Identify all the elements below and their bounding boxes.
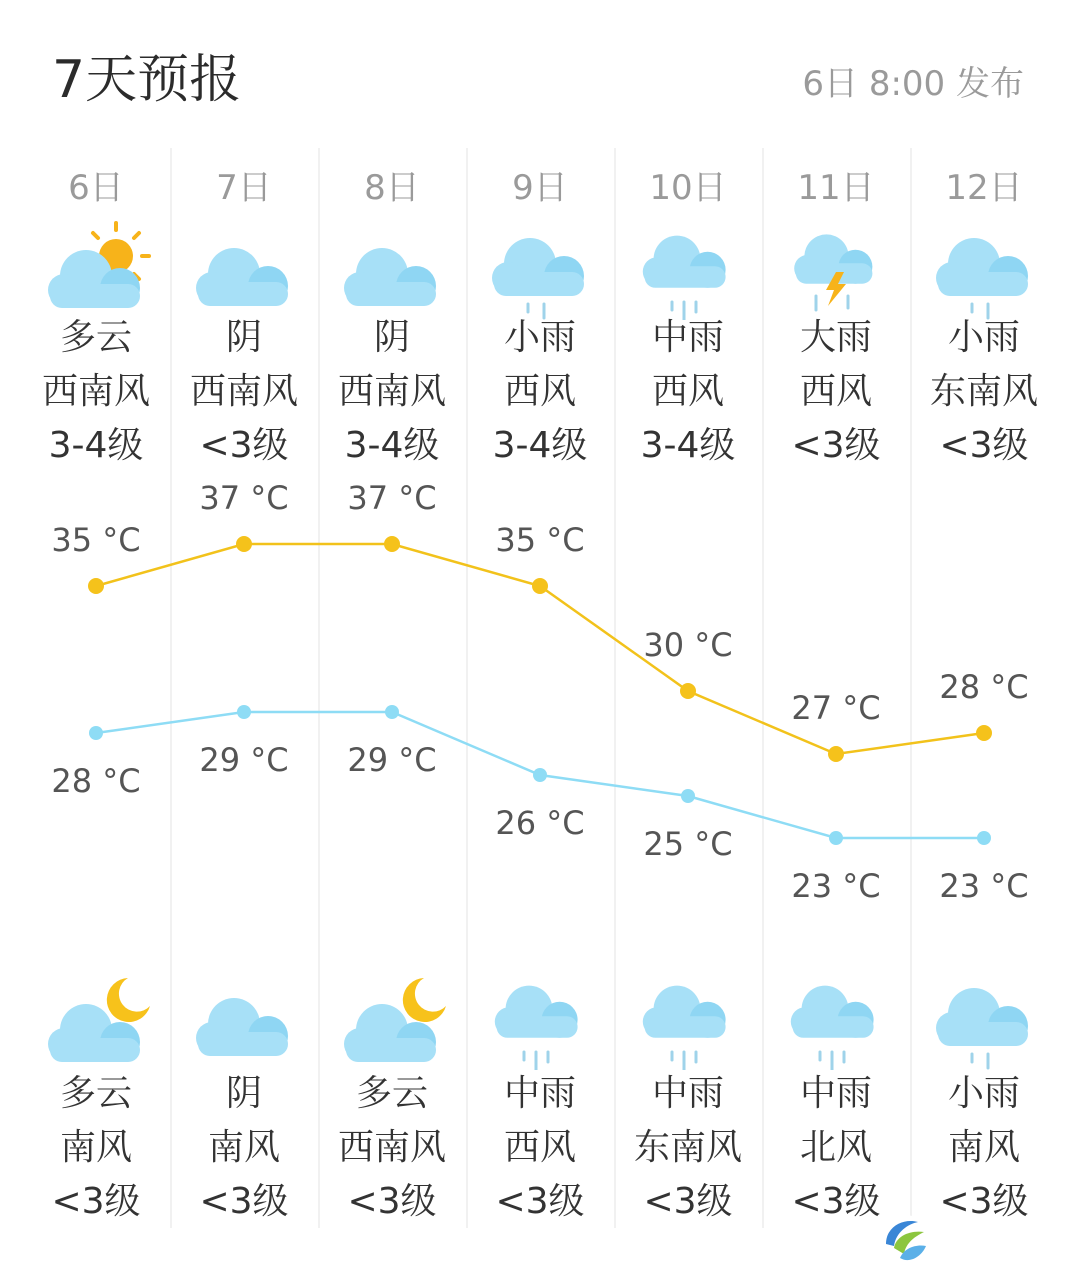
night-weather: 中雨 [799, 1073, 872, 1114]
high-temp-label: 27 °C [791, 689, 881, 727]
night-wind-direction: 东南风 [633, 1127, 742, 1168]
high-temp-label: 35 °C [51, 521, 141, 559]
low-temp-point [385, 705, 399, 719]
low-temp-label: 25 °C [643, 825, 733, 863]
night-wind-direction: 南风 [947, 1127, 1020, 1168]
day-wind-level: 3-4级 [48, 425, 144, 466]
night-wind-level: <3级 [347, 1181, 437, 1222]
day-date: 8日 [364, 168, 420, 208]
low-temp-point [89, 726, 103, 740]
night-wind-direction: 南风 [59, 1127, 132, 1168]
high-temp-label: 37 °C [347, 479, 437, 517]
low-temp-point [237, 705, 251, 719]
high-temp-point [680, 683, 696, 699]
day-wind-direction: 西南风 [189, 371, 298, 412]
high-temp-label: 30 °C [643, 626, 733, 664]
day-wind-direction: 西风 [799, 371, 872, 412]
day-weather: 阴 [225, 317, 262, 358]
day-weather: 小雨 [947, 317, 1020, 358]
day-wind-level: 3-4级 [640, 425, 736, 466]
day-weather: 大雨 [799, 317, 872, 358]
low-temp-point [533, 768, 547, 782]
day-date: 12日 [945, 168, 1023, 208]
night-wind-direction: 北风 [799, 1127, 872, 1168]
day-wind-level: <3级 [939, 425, 1029, 466]
night-wind-level: <3级 [939, 1181, 1029, 1222]
day-wind-level: 3-4级 [344, 425, 440, 466]
day-date: 10日 [649, 168, 727, 208]
night-weather: 中雨 [651, 1073, 724, 1114]
day-weather: 多云 [59, 317, 132, 358]
high-temp-point [828, 746, 844, 762]
day-date: 6日 [68, 168, 124, 208]
day-weather: 阴 [373, 317, 410, 358]
high-temp-point [976, 725, 992, 741]
day-wind-direction: 西南风 [41, 371, 150, 412]
day-wind-direction: 西风 [503, 371, 576, 412]
low-temp-label: 23 °C [791, 867, 881, 905]
day-wind-level: 3-4级 [492, 425, 588, 466]
day-wind-direction: 西风 [651, 371, 724, 412]
day-wind-direction: 东南风 [929, 371, 1038, 412]
low-temp-label: 28 °C [51, 762, 141, 800]
low-temp-label: 26 °C [495, 804, 585, 842]
high-temp-label: 37 °C [199, 479, 289, 517]
night-weather: 小雨 [947, 1073, 1020, 1114]
low-temp-point [681, 789, 695, 803]
low-temp-label: 23 °C [939, 867, 1029, 905]
day-date: 11日 [797, 168, 875, 208]
high-temp-label: 35 °C [495, 521, 585, 559]
night-wind-level: <3级 [199, 1181, 289, 1222]
night-wind-direction: 西风 [503, 1127, 576, 1168]
low-temp-point [977, 831, 991, 845]
night-weather: 多云 [59, 1073, 132, 1114]
day-wind-level: <3级 [791, 425, 881, 466]
night-weather: 阴 [225, 1073, 262, 1114]
day-date: 9日 [512, 168, 568, 208]
day-wind-level: <3级 [199, 425, 289, 466]
night-wind-level: <3级 [495, 1181, 585, 1222]
night-wind-direction: 南风 [207, 1127, 280, 1168]
page-title: 7天预报 [52, 50, 242, 110]
night-weather: 多云 [355, 1073, 428, 1114]
night-wind-level: <3级 [791, 1181, 881, 1222]
publish-time: 6日 8:00 发布 [802, 64, 1024, 104]
high-temp-point [88, 578, 104, 594]
night-wind-direction: 西南风 [337, 1127, 446, 1168]
day-date: 7日 [216, 168, 272, 208]
brand-logo-icon [878, 1214, 932, 1268]
low-temp-label: 29 °C [347, 741, 437, 779]
high-temp-point [236, 536, 252, 552]
day-weather: 中雨 [651, 317, 724, 358]
night-weather: 中雨 [503, 1073, 576, 1114]
day-weather: 小雨 [503, 317, 576, 358]
low-temp-label: 29 °C [199, 741, 289, 779]
low-temp-point [829, 831, 843, 845]
night-wind-level: <3级 [643, 1181, 733, 1222]
day-wind-direction: 西南风 [337, 371, 446, 412]
night-wind-level: <3级 [51, 1181, 141, 1222]
high-temp-point [532, 578, 548, 594]
high-temp-point [384, 536, 400, 552]
high-temp-label: 28 °C [939, 668, 1029, 706]
